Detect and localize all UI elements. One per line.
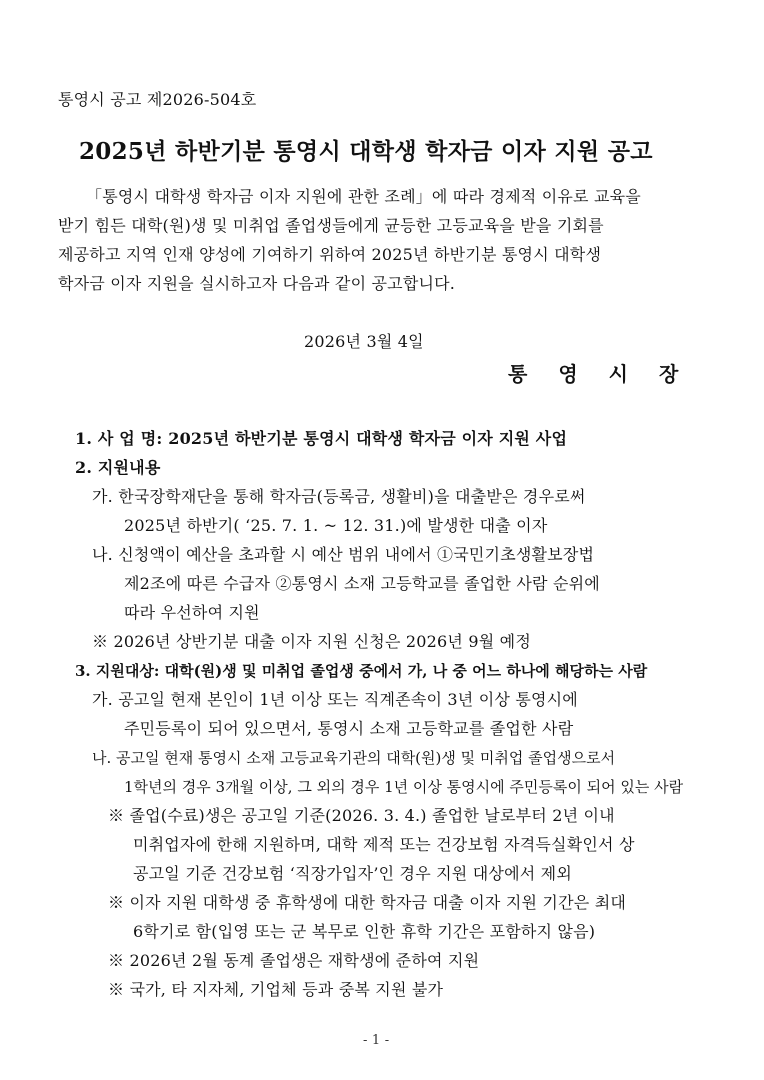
section-3-na-line-1: 나. 공고일 현재 통영시 소재 고등교육기관의 대학(원)생 및 미취업 졸업생으로서 — [92, 749, 616, 767]
document-title: 2025년 하반기분 통영시 대학생 학자금 이자 지원 공고 — [79, 138, 653, 165]
page-number: - 1 - — [363, 1033, 390, 1048]
section-2-na-line-2: 제2조에 따른 수급자 ②통영시 소재 고등학교를 졸업한 사람 순위에 — [124, 574, 600, 593]
notice-date: 2026년 3월 4일 — [304, 332, 424, 351]
section-2-na-line-1: 나. 신청액이 예산을 초과할 시 예산 범위 내에서 ①국민기초생활보장법 — [92, 545, 595, 564]
section-2-ga-line-1: 가. 한국장학재단을 통해 학자금(등록금, 생활비)을 대출받은 경우로써 — [92, 487, 586, 506]
section-2-title: 2. 지원내용 — [75, 458, 161, 477]
section-3-ga-line-1: 가. 공고일 현재 본인이 1년 이상 또는 직계존속이 3년 이상 통영시에 — [92, 690, 578, 709]
intro-line-3: 제공하고 지역 인재 양성에 기여하기 위하여 2025년 하반기분 통영시 대학생 — [58, 245, 602, 264]
section-1-title: 1. 사 업 명: 2025년 하반기분 통영시 대학생 학자금 이자 지원 사업 — [75, 429, 568, 448]
intro-line-1: 「통영시 대학생 학자금 이자 지원에 관한 조례」에 따라 경제적 이유로 교육을 — [86, 187, 641, 206]
section-3-note-1-line-2: 미취업자에 한해 지원하며, 대학 제적 또는 건강보험 자격득실확인서 상 — [133, 835, 635, 854]
section-3-note-4: ※ 국가, 타 지자체, 기업체 등과 중복 지원 불가 — [108, 980, 444, 999]
section-2-na-line-3: 따라 우선하여 지원 — [124, 603, 260, 622]
section-2-note: ※ 2026년 상반기분 대출 이자 지원 신청은 2026년 9월 예정 — [92, 632, 531, 651]
section-3-na-line-2: 1학년의 경우 3개월 이상, 그 외의 경우 1년 이상 통영시에 주민등록이 되어 있는 사람 — [124, 778, 684, 796]
notice-number: 통영시 공고 제2026-504호 — [58, 90, 257, 109]
section-3-note-1-line-1: ※ 졸업(수료)생은 공고일 기준(2026. 3. 4.) 졸업한 날로부터 2년 이내 — [108, 806, 615, 825]
mayor-signature: 통영시장 — [508, 362, 710, 386]
section-3-note-3: ※ 2026년 2월 동계 졸업생은 재학생에 준하여 지원 — [108, 951, 480, 970]
intro-line-2: 받기 힘든 대학(원)생 및 미취업 졸업생들에게 균등한 고등교육을 받을 기회를 — [58, 216, 604, 235]
section-3-note-2-line-1: ※ 이자 지원 대학생 중 휴학생에 대한 학자금 대출 이자 지원 기간은 최대 — [108, 893, 626, 912]
intro-line-4: 학자금 이자 지원을 실시하고자 다음과 같이 공고합니다. — [58, 274, 456, 293]
section-3-note-1-line-3: 공고일 기준 건강보험 ‘직장가입자’인 경우 지원 대상에서 제외 — [133, 864, 572, 883]
section-3-title: 3. 지원대상: 대학(원)생 및 미취업 졸업생 중에서 가, 나 중 어느 하나에 해당하는 사람 — [75, 662, 648, 680]
section-3-note-2-line-2: 6학기로 함(입영 또는 군 복무로 인한 휴학 기간은 포함하지 않음) — [133, 922, 596, 941]
section-3-ga-line-2: 주민등록이 되어 있으면서, 통영시 소재 고등학교를 졸업한 사람 — [124, 719, 574, 738]
section-2-ga-line-2: 2025년 하반기( ‘25. 7. 1. ~ 12. 31.)에 발생한 대출 이자 — [124, 516, 548, 535]
